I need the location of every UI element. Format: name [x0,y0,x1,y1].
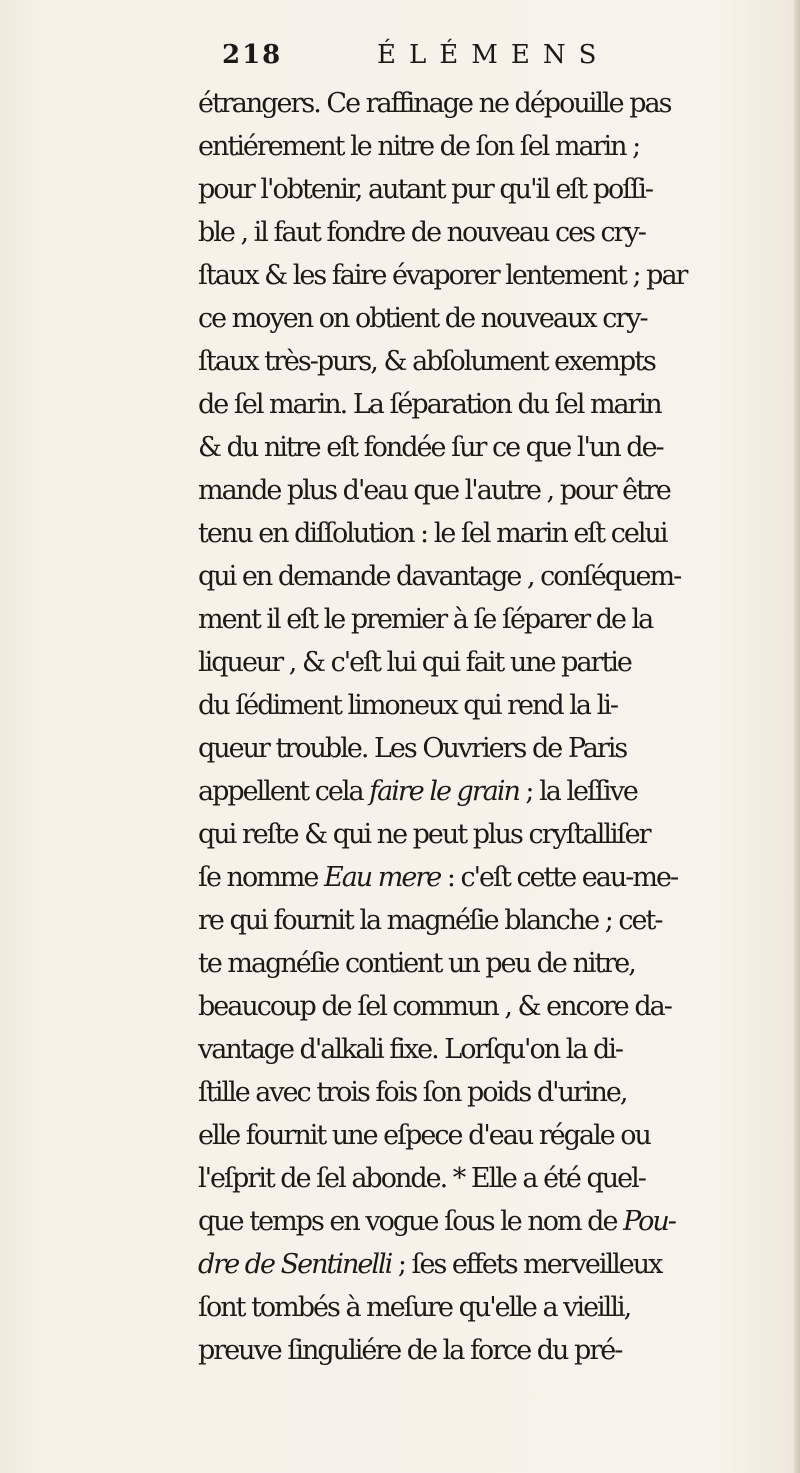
body-text [198,82,798,1369]
text-run: ; ſes effets merveilleux [391,1249,662,1280]
italic-term: dre de [198,1249,275,1280]
text-line: de ſel marin. La ſéparation du ſel marin [198,389,661,420]
italic-term: faire le grain [369,776,519,807]
text-line [198,1200,798,1243]
text-line: re qui fournit la magnéſie blanche ; cet- [198,905,662,936]
text-line: vantage d'alkali fixe. Lorſqu'on la di- [198,1034,623,1065]
text-line: qui reſte & qui ne peut plus cryſtalliſer [198,819,650,850]
text-line [198,770,798,813]
text-line: beaucoup de ſel commun , & encore da- [198,991,671,1022]
text-run: ſe nomme [198,862,318,893]
page-number: 218 [222,40,283,70]
text-run: appellent cela [198,776,363,807]
text-line: liqueur , & c'eſt lui qui fait une partie [198,647,631,678]
text-line: ſtille avec trois fois ſon poids d'urine, [198,1077,627,1108]
italic-term: Pou- [623,1206,675,1237]
text-line: du ſédiment limoneux qui rend la li- [198,690,617,721]
italic-term: Sentinelli [280,1249,392,1280]
running-head [222,40,662,80]
text-line [198,1243,798,1286]
text-line: l'eſprit de ſel abonde. * Elle a été quel- [198,1163,645,1194]
text-line: ſtaux & les faire évaporer lentement ; par [198,260,687,291]
text-line: ſont tombés à meſure qu'elle a vieilli, [198,1292,631,1323]
text-line: mande plus d'eau que l'autre , pour être [198,475,670,506]
text-line: elle fournit une eſpece d'eau régale ou [198,1120,650,1151]
text-line: & du nitre eſt fondée ſur ce que l'un de- [198,432,663,463]
text-line: te magnéſie contient un peu de nitre, [198,948,635,979]
text-run: : c'eſt cette eau-me- [440,862,678,893]
text-line: pour l'obtenir, autant pur qu'il eſt poſſi- [198,174,653,205]
italic-term: Eau mere [323,862,441,893]
text-line: queur trouble. Les Ouvriers de Paris [198,733,627,764]
text-line: étrangers. Ce raffinage ne dépouille pas [198,88,671,119]
text-line: tenu en diſſolution : le ſel marin eſt celui [198,518,667,549]
text-line: ment il eſt le premier à ſe ſéparer de la [198,604,653,635]
text-line: ſtaux très-purs, & abſolument exempts [198,346,655,377]
text-run: ; la leſſive [518,776,637,807]
text-line: ble , il faut fondre de nouveau ces cry- [198,217,645,248]
running-title: ÉLÉMENS [377,40,610,70]
text-line [198,856,798,899]
text-line: qui en demande davantage , conſéquem- [198,561,681,592]
text-line: ce moyen on obtient de nouveaux cry- [198,303,647,334]
text-line: entiérement le nitre de ſon ſel marin ; [198,131,640,162]
text-run: que temps en vogue ſous le nom de [198,1206,617,1237]
text-line: preuve ſinguliére de la force du pré- [198,1335,622,1366]
